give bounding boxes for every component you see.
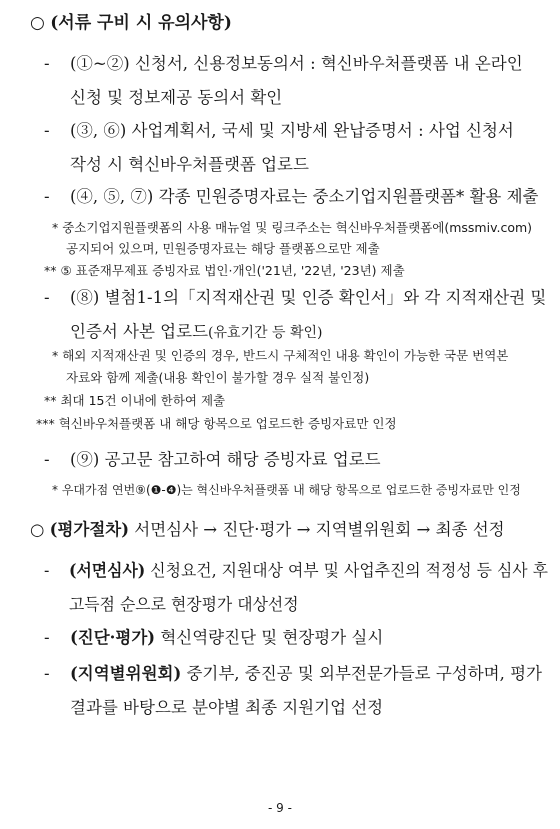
- dash-marker: -: [44, 187, 50, 206]
- footnote: * 중소기업지원플랫폼의 사용 매뉴얼 및 링크주소는 혁신바우처플랫폼에(mssmiv.com): [52, 220, 533, 235]
- item-line: (①~②) 신청서, 신용정보동의서 : 혁신바우처플랫폼 내 온라인: [70, 54, 523, 73]
- list-item: [44, 624, 383, 648]
- item-line: (⑧) 별첨1-1의「지적재산권 및 인증 확인서」와 각 지적재산권 및: [70, 288, 547, 307]
- footnote: ** 최대 15건 이내에 한하여 제출: [44, 393, 226, 408]
- footnote: * 우대가점 연번⑨(❶-❹)는 혁신바우처플랫폼 내 해당 항목으로 업로드한 증빙자료만 인정: [52, 483, 521, 497]
- item-line: 중기부, 중진공 및 외부전문가들로 구성하며, 평가: [181, 664, 542, 683]
- section-title: (평가절차): [49, 520, 130, 539]
- item-line: (③, ⑥) 사업계획서, 국세 및 지방세 완납증명서 : 사업 신청서: [70, 121, 514, 140]
- item-label: (진단·평가): [70, 628, 156, 647]
- dash-marker: -: [44, 54, 50, 73]
- footnote: * 해외 지적재산권 및 인증의 경우, 반드시 구체적인 내용 확인이 가능한 국문 번역본: [52, 348, 509, 363]
- section-marker: ○: [30, 13, 45, 33]
- list-item: [44, 284, 546, 342]
- item-line: (⑨) 공고문 참고하여 해당 증빙자료 업로드: [70, 450, 381, 469]
- item-line: 신청요건, 지원대상 여부 및 사업추진의 적정성 등 심사 후: [145, 561, 548, 580]
- dash-marker: -: [44, 288, 50, 307]
- list-item: [44, 557, 560, 615]
- item-line: 고득점 순으로 현장평가 대상선정: [68, 595, 299, 614]
- list-item: [44, 660, 542, 718]
- list-item: [44, 50, 523, 108]
- item-label: (지역별위원회): [70, 664, 182, 683]
- section-heading-evaluation: [30, 516, 505, 540]
- list-item: [44, 117, 514, 175]
- page-number: - 9 -: [268, 801, 292, 815]
- item-line: 결과를 바탕으로 분야별 최종 지원기업 선정: [70, 698, 384, 717]
- section-text: 서면심사 → 진단·평가 → 지역별위원회 → 최종 선정: [129, 520, 505, 539]
- section-heading-documents: [30, 8, 232, 33]
- footnote: 자료와 함께 제출(내용 확인이 불가할 경우 실적 불인정): [66, 370, 370, 385]
- item-line: 작성 시 혁신바우처플랫폼 업로드: [70, 155, 309, 174]
- list-item: [44, 446, 381, 470]
- dash-marker: -: [44, 664, 50, 683]
- item-line: 신청 및 정보제공 동의서 확인: [70, 88, 283, 107]
- dash-marker: -: [44, 121, 50, 140]
- footnote: ** ⑤ 표준재무제표 증빙자료 법인·개인('21년, '22년, '23년) 제출: [44, 263, 405, 278]
- dash-marker: -: [44, 561, 50, 580]
- section-title: (서류 구비 시 유의사항): [50, 13, 232, 33]
- footnote: *** 혁신바우처플랫폼 내 해당 항목으로 업로드한 증빙자료만 인정: [36, 416, 397, 431]
- item-line: (④, ⑤, ⑦) 각종 민원증명자료는 중소기업지원플랫폼* 활용 제출: [70, 187, 539, 206]
- dash-marker: -: [44, 450, 50, 469]
- footnote: 공지되어 있으며, 민원증명자료는 해당 플랫폼으로만 제출: [66, 241, 380, 256]
- dash-marker: -: [44, 628, 50, 647]
- section-marker: ○: [30, 520, 45, 539]
- item-remark: (유효기간 등 확인): [208, 325, 323, 341]
- item-label: (서면심사): [68, 561, 146, 580]
- item-line: 인증서 사본 업로드: [70, 322, 209, 341]
- item-line: 혁신역량진단 및 현장평가 실시: [155, 628, 384, 647]
- list-item: [44, 183, 539, 207]
